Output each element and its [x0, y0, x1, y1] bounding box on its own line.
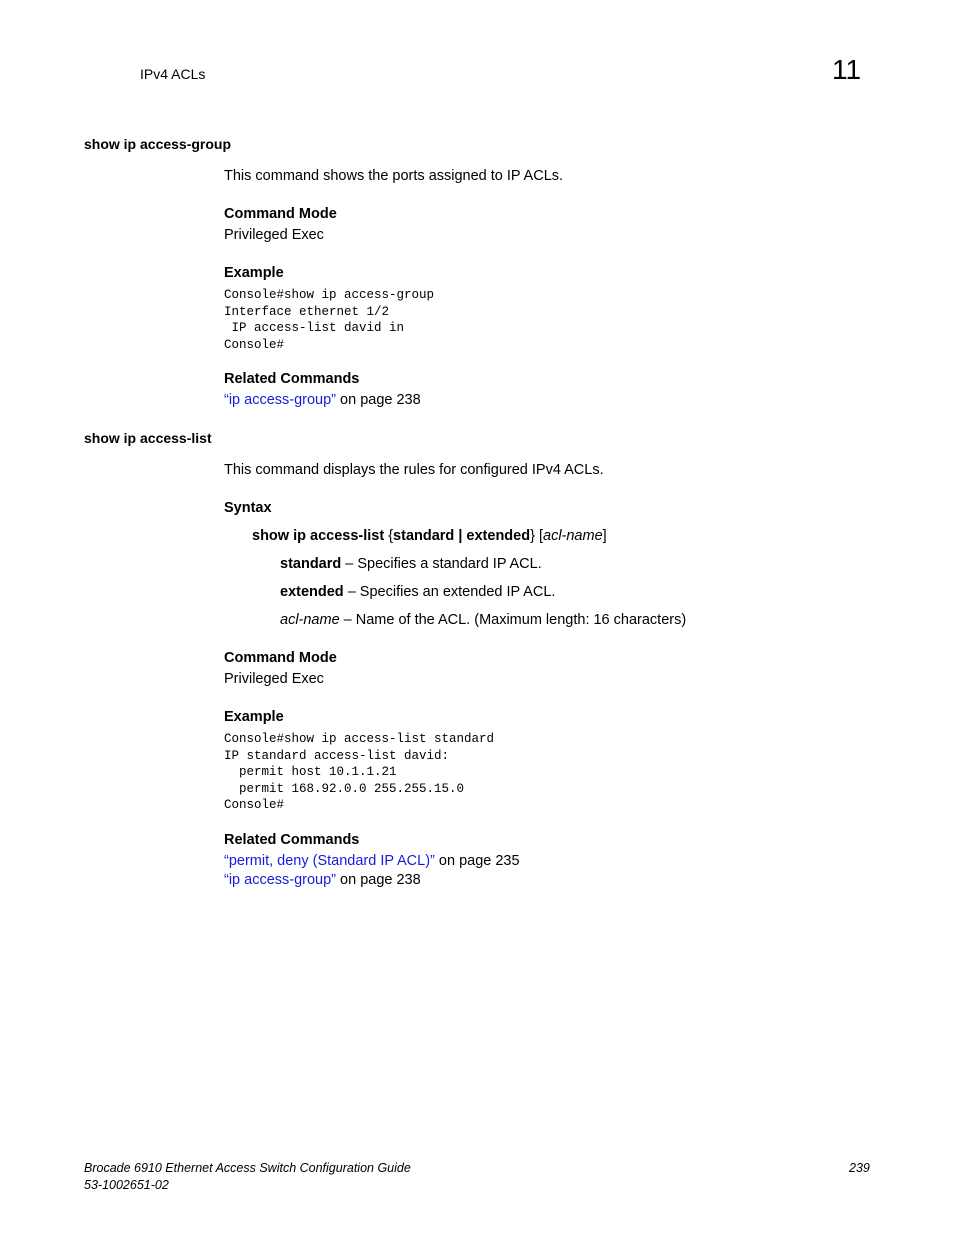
footer-page-number: 239 [849, 1161, 870, 1175]
example-heading: Example [224, 709, 284, 725]
example-code-block: Console#show ip access-group Interface ethernet 1/2 IP access-list david in Console# [224, 288, 435, 352]
parameter-name: standard [280, 556, 342, 572]
related-commands-heading: Related Commands [224, 371, 360, 387]
parameter-description: – Specifies a standard IP ACL. [341, 556, 542, 572]
command-title-show-ip-access-group: show ip access-group [84, 136, 232, 152]
related-command-link[interactable]: “ip access-group” [224, 392, 337, 408]
syntax-pipe: | [454, 528, 467, 544]
footer-document-number: 53-1002651-02 [84, 1178, 169, 1192]
related-command-link[interactable]: “ip access-group” [224, 872, 337, 888]
related-command-link[interactable]: “permit, deny (Standard IP ACL)” [224, 853, 435, 869]
parameter-acl-name [280, 612, 686, 628]
command-mode-value: Privileged Exec [224, 671, 324, 687]
parameter-description: – Name of the ACL. (Maximum length: 16 characters) [339, 612, 687, 628]
running-header-section: IPv4 ACLs [140, 66, 206, 82]
syntax-close-brace: } [ [530, 528, 543, 544]
syntax-command: show ip access-list [252, 528, 385, 544]
related-command-page: on page 238 [336, 392, 421, 408]
example-code-block: Console#show ip access-list standard IP standard access-list david: permit host 10.1.1.21 permit 168.92.0.0 255.255.15.0 Console# [224, 732, 495, 812]
syntax-argument: acl-name [543, 528, 603, 544]
syntax-open-brace: { [384, 528, 394, 544]
related-commands-heading: Related Commands [224, 832, 360, 848]
command-description: This command displays the rules for configured IPv4 ACLs. [224, 462, 604, 478]
command-mode-value: Privileged Exec [224, 227, 324, 243]
related-command-page: on page 235 [434, 853, 520, 869]
command-description: This command shows the ports assigned to IP ACLs. [224, 168, 564, 184]
syntax-line [252, 528, 607, 544]
parameter-name: extended [280, 584, 344, 600]
command-mode-heading: Command Mode [224, 206, 337, 222]
example-heading: Example [224, 265, 284, 281]
parameter-standard [280, 556, 542, 572]
parameter-extended [280, 584, 555, 600]
chapter-number: 11 [832, 54, 862, 85]
related-command-item [224, 853, 520, 869]
syntax-option-extended: extended [466, 528, 531, 544]
command-title-show-ip-access-list: show ip access-list [84, 430, 212, 446]
parameter-description: – Specifies an extended IP ACL. [343, 584, 556, 600]
related-command-page: on page 238 [336, 872, 421, 888]
command-mode-heading: Command Mode [224, 650, 337, 666]
syntax-heading: Syntax [224, 500, 272, 516]
parameter-name: acl-name [280, 612, 340, 628]
syntax-option-standard: standard [393, 528, 455, 544]
syntax-close-bracket: ] [602, 528, 607, 544]
footer-document-title: Brocade 6910 Ethernet Access Switch Configuration Guide [84, 1161, 411, 1175]
related-command-item [224, 392, 421, 408]
related-command-item [224, 872, 421, 888]
